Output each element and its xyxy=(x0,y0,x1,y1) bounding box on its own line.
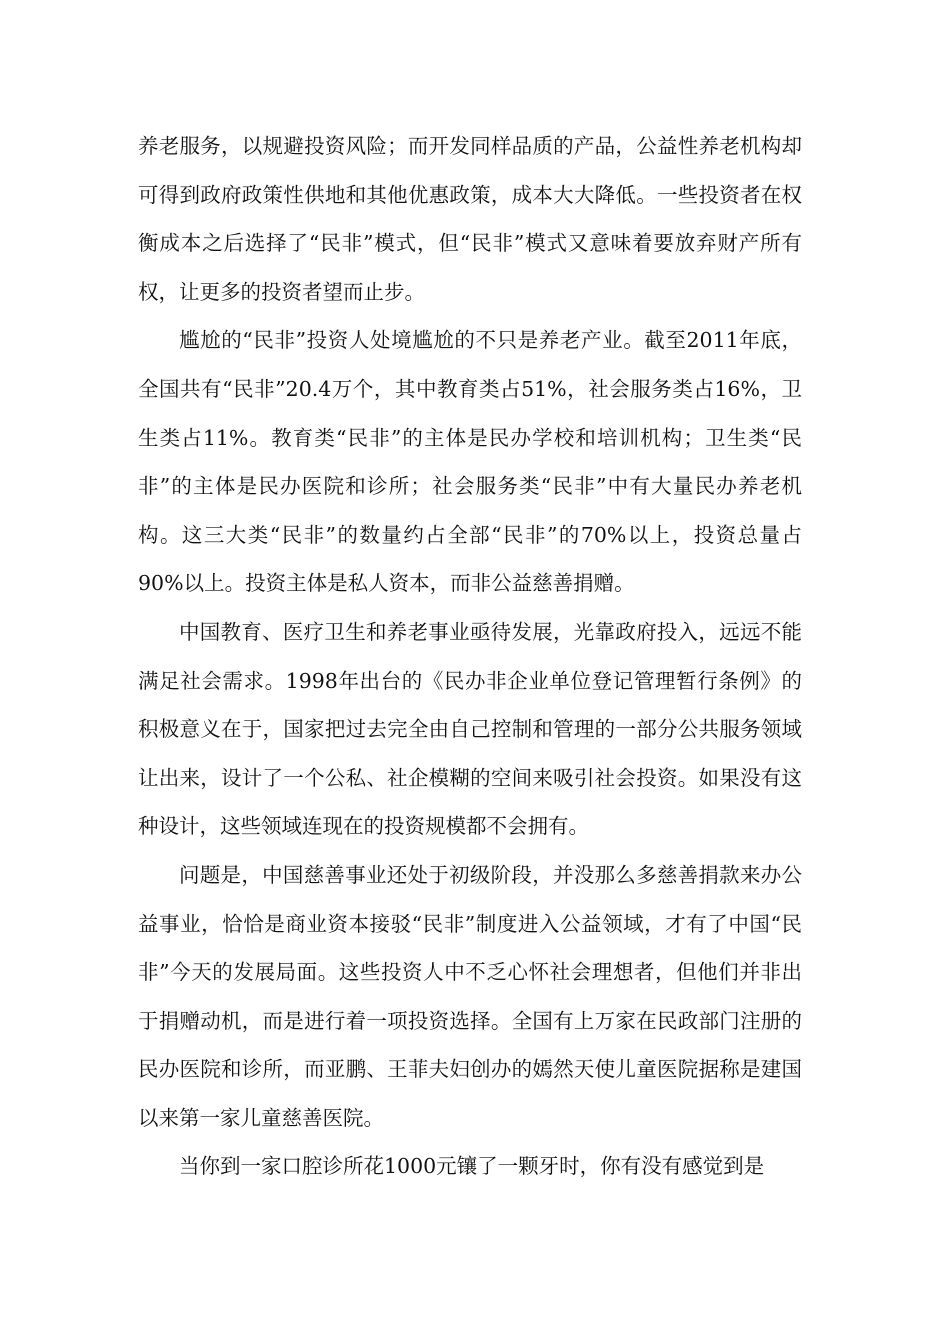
paragraph-3: 中国教育、医疗卫生和养老事业亟待发展，光靠政府投入，远远不能满足社会需求。1998年出台的《民办非企业单位登记管理暂行条例》的积极意义在于，国家把过去完全由自己控制和管理的一部分公共服务领域让出来，设计了一个公私、社企模糊的空间来吸引社会投资。如果没有这种设计，这些领域连现在的投资规模都不会拥有。 xyxy=(138,619,802,839)
paragraph-4: 问题是，中国慈善事业还处于初级阶段，并没那么多慈善捐款来办公益事业，恰恰是商业资本接驳“民非”制度进入公益领域，才有了中国“民非”今天的发展局面。这些投资人中不乏心怀社会理想者，但他们并非出于捐赠动机，而是进行着一项投资选择。全国有上万家在民政部门注册的民办医院和诊所，而亚鹏、王菲夫妇创办的嫣然天使儿童医院据称是建国以来第一家儿童慈善医院。 xyxy=(138,862,802,1130)
paragraph-1: 养老服务，以规避投资风险；而开发同样品质的产品，公益性养老机构却可得到政府政策性供地和其他优惠政策，成本大大降低。一些投资者在权衡成本之后选择了“民非”模式，但“民非”模式又意味着要放弃财产所有权，让更多的投资者望而止步。 xyxy=(138,134,802,304)
paragraph-2: 尴尬的“民非”投资人处境尴尬的不只是养老产业。截至2011年底，全国共有“民非”20.4万个，其中教育类占51%，社会服务类占16%，卫生类占11%。教育类“民非”的主体是民办学校和培训机构；卫生类“民非”的主体是民办医院和诊所；社会服务类“民非”中有大量民办养老机构。这三大类“民非”的数量约占全部“民非”的70%以上，投资总量占90%以上。投资主体是私人资本，而非公益慈善捐赠。 xyxy=(138,328,802,596)
paragraph-5: 当你到一家口腔诊所花1000元镶了一颗牙时，你有没有感觉到是 xyxy=(179,1154,765,1179)
body-text xyxy=(138,122,802,1191)
